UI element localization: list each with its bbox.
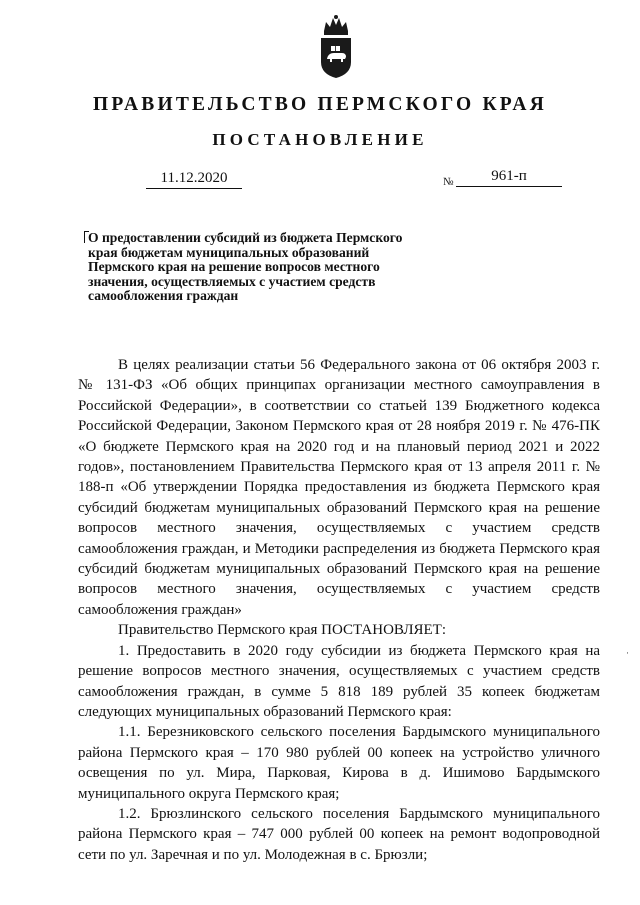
coat-of-arms-icon: [318, 14, 354, 80]
subject-text: О предоставлении субсидий из бюджета Пермского края бюджетам муниципальных образований Пермского края на решение вопросов местного значения, осуществляемых с участием средств самообложения граждан: [88, 230, 403, 304]
preamble-paragraph: В целях реализации статьи 56 Федерального закона от 06 октября 2003 г. № 131-ФЗ «Об общих принципах организации местного самоуправления в Российской Федерации», в соответствии со статьей 139 Бюджетного кодекса Российской Федерации, Законом Пермского края от 28 ноября 2019 г. № 476-ПК «О бюджете Пермского края на 2020 год и на плановый период 2021 и 2022 годов», постановлением Правительства Пермского края от 13 апреля 2011 г. № 188-п «Об утверждении Порядка предоставления из бюджета Пермского края субсидий бюджетам муниципальных образований Пермского края на решение вопросов местного значения, осуществляемых с участием средств самообложения граждан, и Методики распределения из бюджета Пермского края субсидий бюджетам муниципальных образований Пермского края на решение вопросов местного значения, осуществляемых с участием средств самообложения граждан»: [78, 357, 600, 618]
corner-bracket-icon: [84, 231, 89, 243]
clause-1: 1. Предоставить в 2020 году субсидии из бюджета Пермского края на решение вопросов местного значения, осуществляемых с участием средств самообложения граждан, в сумме 5 818 189 рублей 35 копеек бюджетам следующих муниципальных образований Пермского края:: [78, 642, 600, 720]
scan-mark: ·: [626, 648, 629, 658]
document-date: 11.12.2020: [146, 168, 242, 189]
resolution-phrase: Правительство Пермского края ПОСТАНОВЛЯЕТ:: [118, 622, 447, 639]
clause-1-1: 1.1. Березниковского сельского поселения Бардымского муниципального района Пермского края – 170 980 рублей 00 копеек на устройство уличного освещения по ул. Мира, Парковая, Кирова в д. Ишимово Бардымского муниципального округа Пермского края;: [78, 724, 600, 802]
government-title: ПРАВИТЕЛЬСТВО ПЕРМСКОГО КРАЯ: [93, 94, 547, 115]
number-label: №: [443, 176, 454, 188]
clause-1-2: 1.2. Брюзлинского сельского поселения Бардымского муниципального района Пермского края – 747 000 рублей 00 копеек на ремонт водопроводной сети по ул. Заречная и по ул. Молодежная в с. Брюзли;: [78, 805, 600, 863]
document-body: [78, 355, 600, 865]
document-subject: [88, 231, 418, 304]
document-number: 961-п: [456, 166, 562, 187]
document-type: ПОСТАНОВЛЕНИЕ: [212, 130, 428, 149]
